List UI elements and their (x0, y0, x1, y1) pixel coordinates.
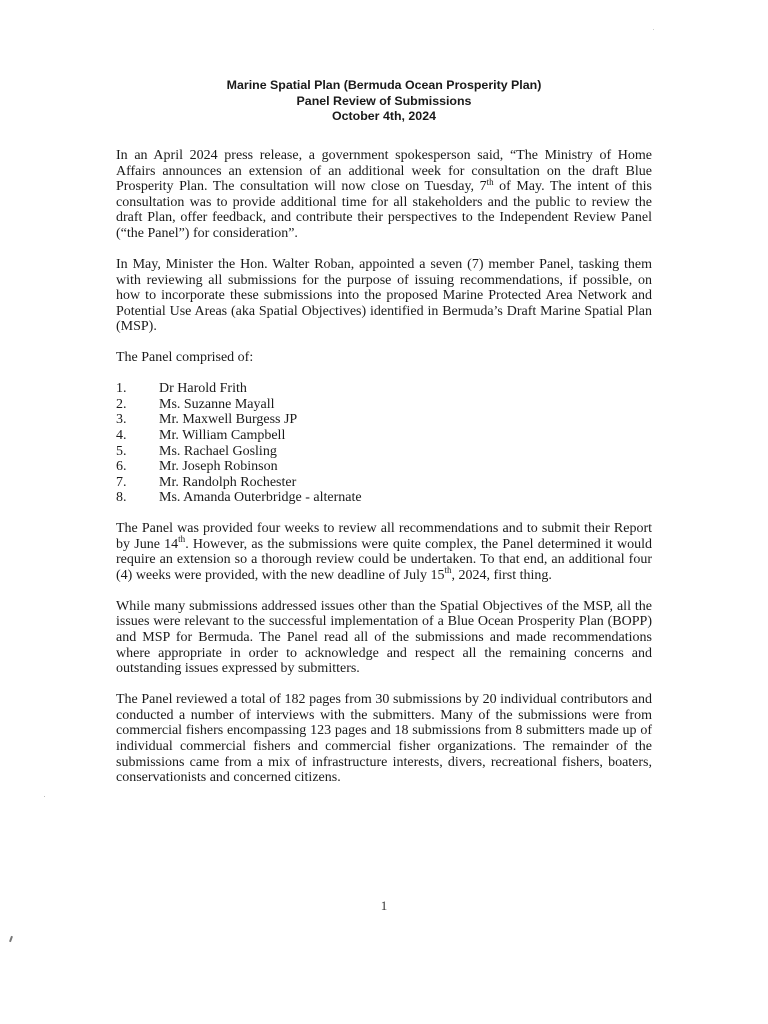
page-number: 1 (380, 898, 388, 913)
document-body (116, 148, 652, 801)
list-item: 3. Mr. Maxwell Burgess JP (116, 412, 298, 428)
paragraph-panel-intro: The Panel comprised of: (116, 350, 254, 366)
list-item: 1. Dr Harold Frith (116, 381, 247, 397)
header-date: October 4th, 2024 (332, 109, 436, 123)
scan-speck (9, 936, 13, 942)
list-item: 6. Mr. Joseph Robinson (116, 459, 278, 475)
panel-member-list (116, 381, 652, 506)
paragraph-press-release: In an April 2024 press release, a government spokesperson said, “The Ministry of Home Affairs announces an extension of an additional week for consultation on the draft Blue Prosperity Plan. The consultation will now close on Tuesday, 7th of May. The intent of this consultation was to provide additional time for all stakeholders and the public to review the draft Plan, offer feedback, and contribute their perspectives to the Independent Review Panel (“the Panel”) for consideration”. (116, 148, 652, 241)
scan-speck (653, 29, 654, 30)
paragraph-submission-scope: While many submissions addressed issues other than the Spatial Objectives of the MSP, all the issues were relevant to the successful implementation of a Blue Ocean Prosperity Plan (BOPP) and MSP for Bermuda. The Panel read all of the submissions and made recommendations where appropriate in order to acknowledge and respect all the remaining concerns and outstanding issues expressed by submitters. (116, 598, 652, 677)
paragraph-panel-appointment: In May, Minister the Hon. Walter Roban, appointed a seven (7) member Panel, tasking them with reviewing all submissions for the purpose of issuing recommendations, if possible, on how to incorporate these submissions into the proposed Marine Protected Area Network and Potential Use Areas (aka Spatial Objectives) identified in Bermuda’s Draft Marine Spatial Plan (MSP). (116, 256, 652, 335)
scan-speck (44, 796, 45, 797)
paragraph-submission-stats: The Panel reviewed a total of 182 pages from 30 submissions by 20 individual contributors and conducted a number of interviews with the submitters. Many of the submissions were from commercial fishers encompassing 123 pages and 18 submissions from 8 submitters made up of individual commercial fishers and commercial fisher organizations. The remainder of the submissions came from a mix of infrastructure interests, divers, recreational fishers, boaters, conservationists and concerned citizens. (116, 692, 652, 786)
document-header (0, 78, 768, 125)
list-item: 7. Mr. Randolph Rochester (116, 474, 297, 490)
list-item: 4. Mr. William Campbell (116, 428, 286, 444)
list-item: 5. Ms. Rachael Gosling (116, 443, 277, 459)
paragraph-review-timeline: The Panel was provided four weeks to review all recommendations and to submit their Report by June 14th. However, as the submissions were quite complex, the Panel determined it would require an extension so a thorough review could be undertaken. To that end, an additional four (4) weeks were provided, with the new deadline of July 15th, 2024, first thing. (116, 521, 652, 583)
header-subtitle: Panel Review of Submissions (296, 93, 472, 108)
header-title: Marine Spatial Plan (Bermuda Ocean Prosperity Plan) (226, 78, 542, 92)
list-item: 2. Ms. Suzanne Mayall (116, 396, 275, 412)
list-item: 8. Ms. Amanda Outerbridge - alternate (116, 490, 362, 506)
